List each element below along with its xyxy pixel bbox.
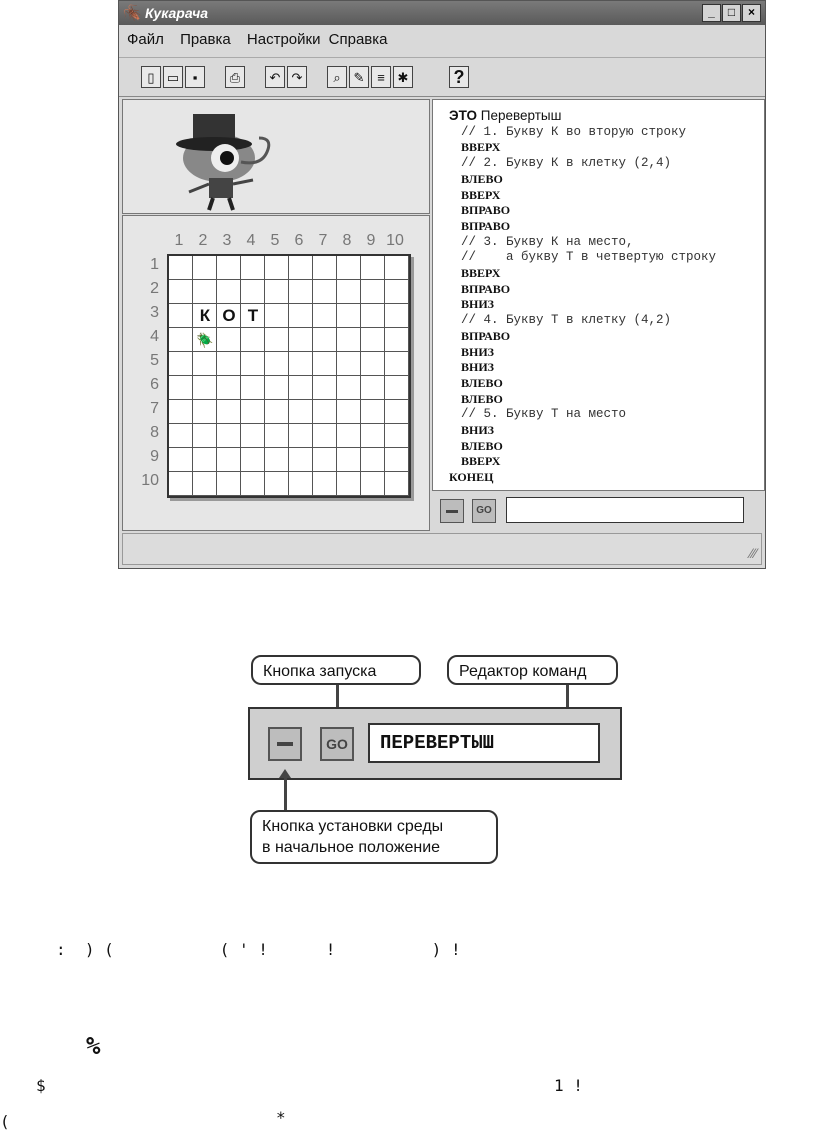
- reset-button[interactable]: [440, 499, 464, 523]
- field-letter: Т: [247, 306, 259, 325]
- text-fragment-line: : ) ( ( ' ! ! ) !: [56, 940, 461, 959]
- program-line: // 3. Букву К на место,: [461, 234, 634, 249]
- callout-reset-button: [250, 810, 498, 864]
- program-editor[interactable]: [432, 99, 765, 491]
- row-number: 5: [150, 352, 159, 369]
- command-bar: [432, 491, 763, 529]
- column-number: 3: [222, 232, 232, 249]
- command-input[interactable]: [506, 497, 744, 523]
- row-number: 4: [150, 328, 159, 345]
- program-line: ВЛЕВО: [461, 391, 503, 406]
- column-number: 4: [246, 232, 256, 249]
- go-button[interactable]: GO: [472, 499, 496, 523]
- row-number: 8: [150, 424, 159, 441]
- maximize-button[interactable]: □: [722, 4, 741, 22]
- program-line: ВЛЕВО: [461, 438, 503, 453]
- program-line: ВВЕРХ: [461, 187, 501, 202]
- column-number: 10: [386, 232, 404, 249]
- command-bar-diagram: [248, 707, 622, 780]
- field-letter: К: [199, 306, 211, 325]
- column-number: 9: [366, 232, 376, 249]
- callout-run-button: [251, 655, 421, 685]
- program-line: ВЛЕВО: [461, 171, 503, 186]
- program-line: ВПРАВО: [461, 218, 511, 233]
- cockroach-character-icon: [123, 100, 429, 213]
- program-line: ВНИЗ: [461, 344, 495, 359]
- program-line: ВПРАВО: [461, 281, 511, 296]
- program-line: // 1. Букву К во вторую строку: [461, 124, 687, 139]
- cockroach-icon: 🪲: [196, 332, 214, 348]
- text-fragment-dollar: $: [36, 1076, 46, 1095]
- callout-run-label: Кнопка запуска: [263, 663, 377, 680]
- app-window: [118, 0, 766, 569]
- help-button[interactable]: ?: [449, 66, 469, 88]
- menu-file[interactable]: Файл: [127, 31, 164, 48]
- program-name: Перевертыш: [477, 108, 562, 123]
- row-number: 9: [150, 448, 159, 465]
- program-line: ВПРАВО: [461, 328, 511, 343]
- text-fragment-one: 1 !: [554, 1076, 583, 1095]
- row-number: 1: [150, 256, 159, 273]
- column-number: 1: [174, 232, 184, 249]
- title-bar: [119, 1, 765, 25]
- program-line: КОНЕЦ: [449, 470, 494, 485]
- resize-grip-icon[interactable]: ⁄⁄⁄: [749, 545, 757, 561]
- program-keyword: ЭТО: [449, 108, 478, 123]
- column-number: 7: [318, 232, 328, 249]
- program-line: ВПРАВО: [461, 203, 511, 218]
- column-number: 8: [342, 232, 352, 249]
- menu-help[interactable]: Справка: [328, 31, 388, 48]
- run-icon[interactable]: ✱: [393, 66, 413, 88]
- callout-editor: [447, 655, 618, 685]
- save-icon[interactable]: ▪: [185, 66, 205, 88]
- callout-reset-line1: Кнопка установки среды: [262, 818, 444, 835]
- row-number: 2: [150, 280, 159, 297]
- column-number: 2: [198, 232, 208, 249]
- close-button[interactable]: ×: [742, 4, 761, 22]
- text-fragment-percent: %: [86, 1032, 101, 1060]
- menu-bar: [119, 27, 765, 53]
- program-line: // 5. Букву Т на место: [461, 407, 627, 422]
- cockroach-app-icon: 🪳: [123, 5, 142, 22]
- program-line: ВВЕРХ: [461, 266, 501, 280]
- program-line: ВНИЗ: [461, 423, 495, 437]
- program-line: ВВЕРХ: [461, 140, 501, 155]
- text-fragment-paren: (: [0, 1112, 10, 1131]
- program-line: // 4. Букву Т в клетку (4,2): [461, 313, 672, 328]
- menu-settings[interactable]: Настройки: [246, 31, 321, 48]
- program-line: // а букву Т в четвертую строку: [461, 250, 717, 265]
- menu-edit[interactable]: Правка: [180, 31, 231, 48]
- window-title: Кукарача: [145, 5, 209, 21]
- status-bar: [122, 533, 762, 565]
- row-number: 3: [150, 304, 159, 321]
- find-icon[interactable]: ⌕: [327, 66, 347, 88]
- program-line: ВНИЗ: [461, 360, 495, 375]
- program-line: // 2. Букву К в клетку (2,4): [461, 156, 672, 171]
- minimize-button[interactable]: _: [702, 4, 721, 22]
- redo-icon[interactable]: ↷: [287, 66, 307, 88]
- undo-icon[interactable]: ↶: [265, 66, 285, 88]
- row-number: 6: [150, 376, 159, 393]
- character-panel: [122, 99, 430, 214]
- print-icon[interactable]: ⎙: [225, 66, 245, 88]
- diagram-go-button: GO: [320, 727, 354, 761]
- row-number: 10: [141, 472, 159, 489]
- toolbar: [119, 57, 765, 97]
- callout-editor-label: Редактор команд: [459, 663, 587, 680]
- callout-reset-line2: в начальное положение: [262, 839, 441, 856]
- program-line: ВЛЕВО: [461, 375, 503, 390]
- arrow-line: [284, 777, 287, 811]
- new-icon[interactable]: ▯: [141, 66, 161, 88]
- field-letter: О: [222, 306, 236, 325]
- field-panel: [122, 215, 430, 531]
- tools-icon[interactable]: ✎: [349, 66, 369, 88]
- open-icon[interactable]: ▭: [163, 66, 183, 88]
- program-line: [449, 108, 561, 124]
- diagram-reset-button: [268, 727, 302, 761]
- grid-field[interactable]: [167, 254, 411, 498]
- row-number: 7: [150, 400, 159, 417]
- column-number: 5: [270, 232, 280, 249]
- list-icon[interactable]: ≡: [371, 66, 391, 88]
- text-fragment-star: *: [276, 1108, 286, 1127]
- program-line: ВНИЗ: [461, 297, 495, 312]
- diagram-command-input: ПЕРЕВЕРТЫШ: [368, 723, 600, 763]
- program-line: ВВЕРХ: [461, 454, 501, 469]
- column-number: 6: [294, 232, 304, 249]
